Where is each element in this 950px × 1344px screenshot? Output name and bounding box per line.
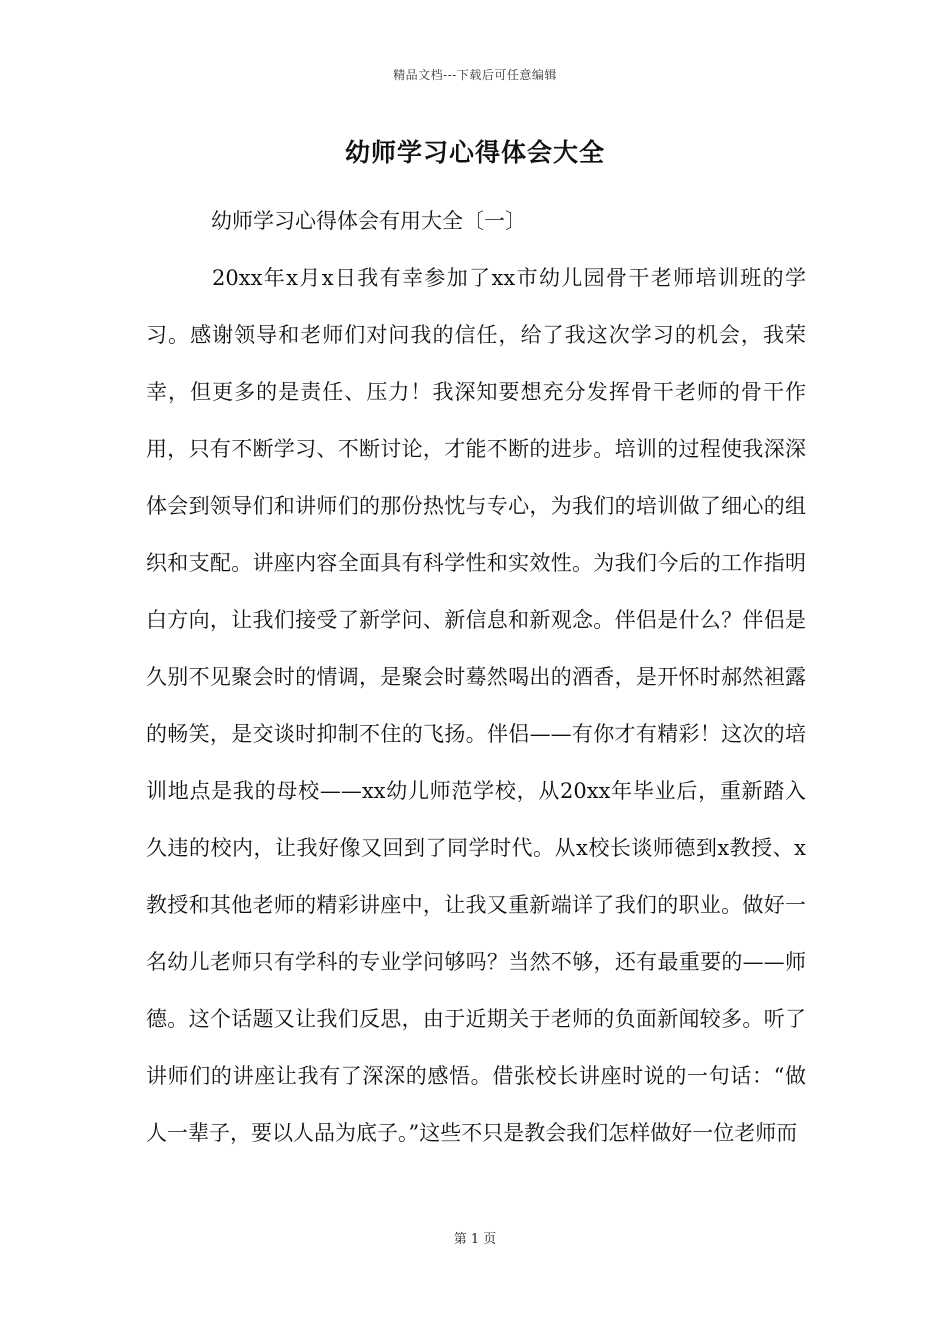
page-number: 第 1 页 xyxy=(453,1232,497,1247)
body-paragraph: 20xx年x月x日我有幸参加了xx市幼儿园骨干老师培训班的学习。感谢领导和老师们对问我的信任，给了我这次学习的机会，我荣幸，但更多的是责任、压力！我深知要想充分发挥骨干老师的骨干作用，只有不断学习、不断讨论，才能不断的进步。培训的过程使我深深体会到领导们和讲师们的那份热忱与专心，为我们的培训做了细心的组织和支配。讲座内容全面具有科学性和实效性。为我们今后的工作指明白方向，让我们接受了新学问、新信息和新观念。伴侣是什么？伴侣是久别不见聚会时的情调，是聚会时蓦然喝出的酒香，是开怀时郝然袒露的畅笑，是交谈时抑制不住的飞扬。伴侣——有你才有精彩！这次的培训地点是我的母校——xx幼儿师范学校，从20xx年毕业后，重新踏入久违的校内，让我好像又回到了同学时代。从x校长谈师德到x教授、x教授和其他老师的精彩讲座中，让我又重新端详了我们的职业。做好一名幼儿老师只有学科的专业学问够吗？当然不够，还有最重要的——师德。这个话题又让我们反思，由于近期关于老师的负面新闻较多。听了讲师们的讲座让我有了深深的感悟。借张校长讲座时说的一句话：“做人一辈子，要以人品为底子。”这些不只是教会我们怎样做好一位老师而 xyxy=(146,266,806,1145)
document-title: 幼师学习心得体会大全 xyxy=(344,138,605,167)
header-note: 精品文档---下载后可任意编辑 xyxy=(393,68,557,82)
document-subtitle: 幼师学习心得体会有用大全〔一〕 xyxy=(211,209,526,233)
